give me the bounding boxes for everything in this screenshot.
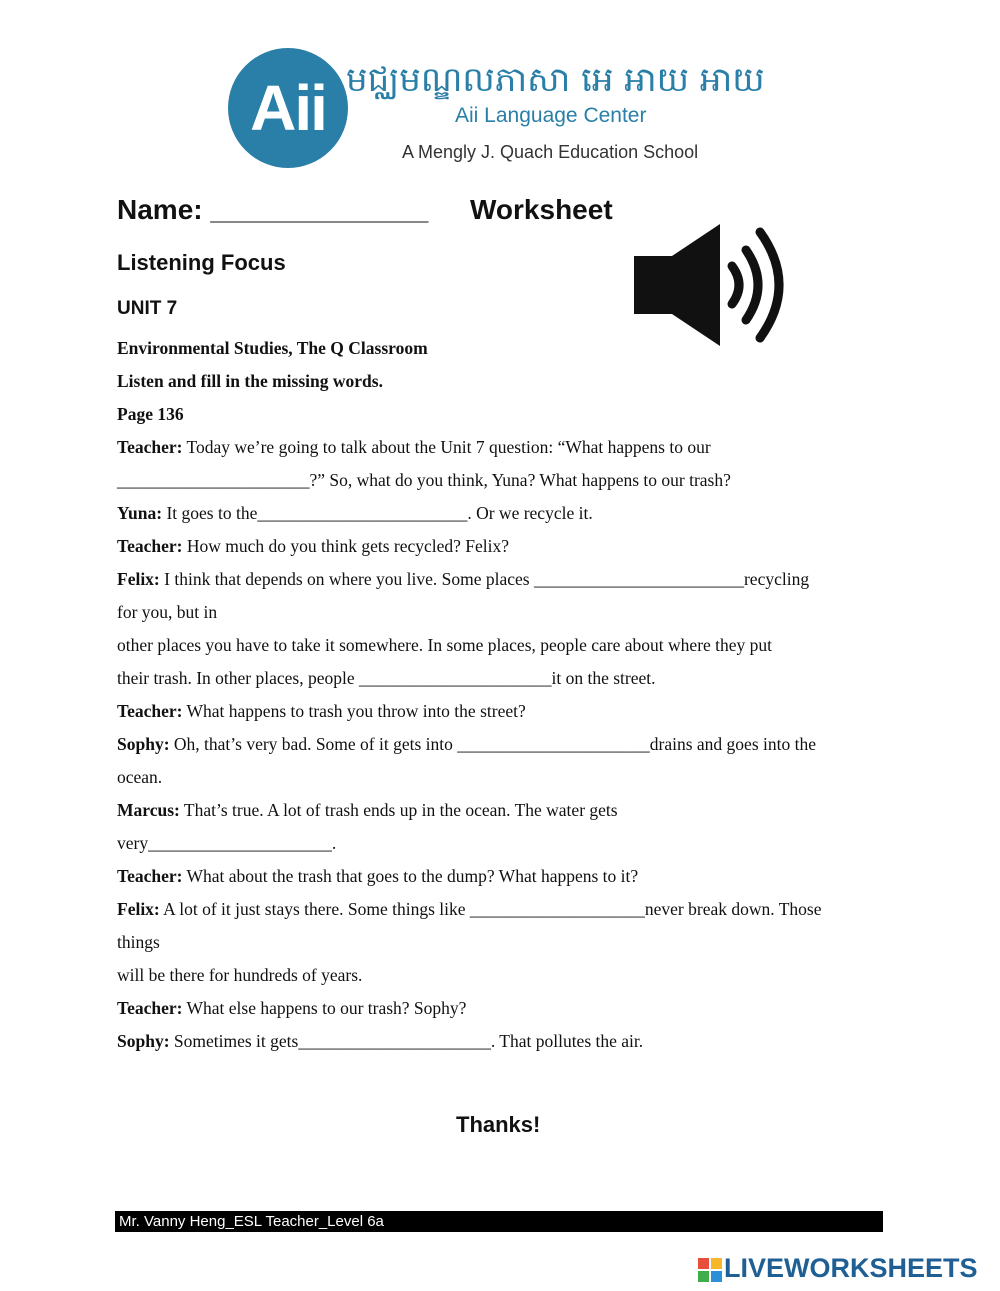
name-field: Name: ______________ <box>117 194 429 225</box>
dialogue-line: Sophy: Oh, that’s very bad. Some of it gets into ______________________drains and goes into the <box>117 734 816 754</box>
unit-heading: UNIT 7 <box>117 298 178 319</box>
dialogue-line: for you, but in <box>117 602 218 622</box>
dialogue-line: will be there for hundreds of years. <box>117 965 363 985</box>
dialogue-line: ______________________?” So, what do you think, Yuna? What happens to our trash? <box>117 470 731 490</box>
khmer-center-name: មជ្ឈមណ្ឌលភាសា អេ អាយ អាយ <box>346 60 765 100</box>
dialogue-line: Yuna: It goes to the________________________. Or we recycle it. <box>117 503 593 523</box>
logo-text: Aii <box>250 72 326 144</box>
dialogue-line: Felix: I think that depends on where you live. Some places ________________________recycling <box>117 569 810 589</box>
listening-focus-heading: Listening Focus <box>117 250 286 275</box>
liveworksheets-logo-icon <box>698 1258 722 1282</box>
dialogue-line: Sophy: Sometimes it gets______________________. That pollutes the air. <box>117 1031 644 1051</box>
instruction-line: Listen and fill in the missing words. <box>117 371 383 391</box>
school-name: A Mengly J. Quach Education School <box>402 142 699 162</box>
dialogue-line: Felix: A lot of it just stays there. Some things like ____________________never break down. Those <box>117 899 822 919</box>
dialogue-line: very_____________________. <box>117 833 337 853</box>
worksheet-title: Worksheet <box>470 194 613 225</box>
dialogue-line: Marcus: That’s true. A lot of trash ends up in the ocean. The water gets <box>117 800 618 820</box>
dialogue-line: Teacher: What about the trash that goes to the dump? What happens to it? <box>117 866 639 886</box>
dialogue-line: ocean. <box>117 767 163 787</box>
liveworksheets-brand[interactable]: LIVEWORKSHEETS <box>724 1253 978 1283</box>
dialogue-line: Teacher: What happens to trash you throw into the street? <box>117 701 526 721</box>
speaker-volume-icon[interactable] <box>632 222 792 348</box>
dialogue-line: Teacher: How much do you think gets recycled? Felix? <box>117 536 510 556</box>
dialogue-line: Teacher: Today we’re going to talk about the Unit 7 question: “What happens to our <box>117 437 711 457</box>
source-line: Environmental Studies, The Q Classroom <box>117 338 428 358</box>
dialogue-line: Teacher: What else happens to our trash? Sophy? <box>117 998 467 1018</box>
footer-teacher: Mr. Vanny Heng_ESL Teacher_Level 6a <box>119 1213 384 1230</box>
dialogue-line: their trash. In other places, people ______________________it on the street. <box>117 668 656 688</box>
center-name: Aii Language Center <box>455 104 647 127</box>
thanks-text: Thanks! <box>456 1112 541 1137</box>
dialogue-line: other places you have to take it somewhere. In some places, people care about where they put <box>117 635 773 655</box>
dialogue-line: things <box>117 932 160 952</box>
page-line: Page 136 <box>117 404 184 424</box>
